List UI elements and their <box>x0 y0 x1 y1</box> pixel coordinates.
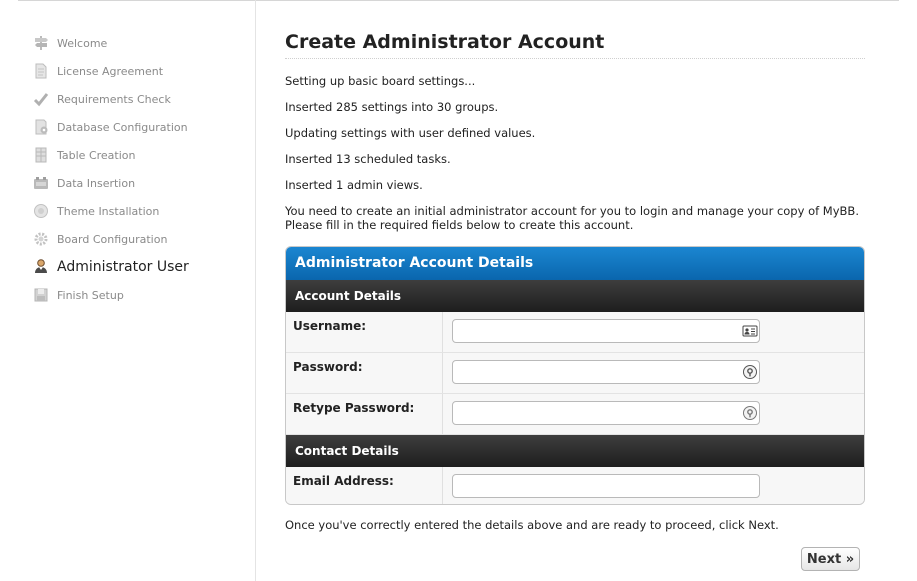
log-line: Updating settings with user defined values. <box>285 126 536 140</box>
username-field-wrapper <box>452 319 760 343</box>
sidebar-item-theme-installation: Theme Installation <box>33 201 189 229</box>
password-label: Password: <box>286 353 443 393</box>
retype-password-label: Retype Password: <box>286 394 443 434</box>
password-field-wrapper <box>452 360 760 384</box>
username-row <box>286 312 864 353</box>
sidebar-item-board-configuration: Board Configuration <box>33 229 189 257</box>
password-manager-icon[interactable] <box>742 364 758 380</box>
log-line: Inserted 285 settings into 30 groups. <box>285 100 499 114</box>
retype-password-field-wrapper <box>452 401 760 425</box>
theme-icon <box>33 203 49 219</box>
database-config-icon <box>33 119 49 135</box>
username-label: Username: <box>286 312 443 352</box>
finish-icon <box>33 287 49 303</box>
password-manager-icon[interactable] <box>742 405 758 421</box>
sidebar-item-data-insertion: Data Insertion <box>33 173 189 201</box>
sidebar-item-requirements-check: Requirements Check <box>33 89 189 117</box>
sidebar-item-license-agreement: License Agreement <box>33 61 189 89</box>
log-line: Setting up basic board settings... <box>285 74 476 88</box>
contact-card-icon[interactable] <box>742 323 758 339</box>
retype-password-row <box>286 394 864 435</box>
username-input[interactable] <box>453 320 735 342</box>
sidebar <box>0 0 256 581</box>
sidebar-item-administrator-user: Administrator User <box>33 255 189 285</box>
checkmark-icon <box>33 91 49 107</box>
user-icon <box>33 258 49 274</box>
install-steps-nav <box>33 33 189 313</box>
sidebar-item-database-configuration: Database Configuration <box>33 117 189 145</box>
log-line: Inserted 13 scheduled tasks. <box>285 152 451 166</box>
email-field-wrapper <box>452 474 760 498</box>
table-icon <box>33 147 49 163</box>
sidebar-item-finish-setup: Finish Setup <box>33 285 189 313</box>
password-row <box>286 353 864 394</box>
form-header: Administrator Account Details <box>286 247 864 280</box>
account-details-heading: Account Details <box>286 280 864 312</box>
page-title: Create Administrator Account <box>285 31 865 59</box>
email-row <box>286 467 864 505</box>
contact-details-heading: Contact Details <box>286 435 864 467</box>
intro-text: You need to create an initial administrator account for you to login and manage your copy of MyBB. Please fill in the required fields below to create this account. <box>285 204 859 232</box>
signpost-icon <box>33 35 49 51</box>
proceed-instructions: Once you've correctly entered the details above and are ready to proceed, click Next. <box>285 518 779 532</box>
email-input[interactable] <box>453 475 735 497</box>
admin-account-form <box>285 246 865 505</box>
retype-password-input[interactable] <box>453 402 735 424</box>
sidebar-item-table-creation: Table Creation <box>33 145 189 173</box>
data-insertion-icon <box>33 175 49 191</box>
gear-icon <box>33 231 49 247</box>
sidebar-item-welcome: Welcome <box>33 33 189 61</box>
log-line: Inserted 1 admin views. <box>285 178 423 192</box>
next-button[interactable]: Next » <box>801 547 860 571</box>
document-icon <box>33 63 49 79</box>
email-label: Email Address: <box>286 467 443 505</box>
password-input[interactable] <box>453 361 735 383</box>
